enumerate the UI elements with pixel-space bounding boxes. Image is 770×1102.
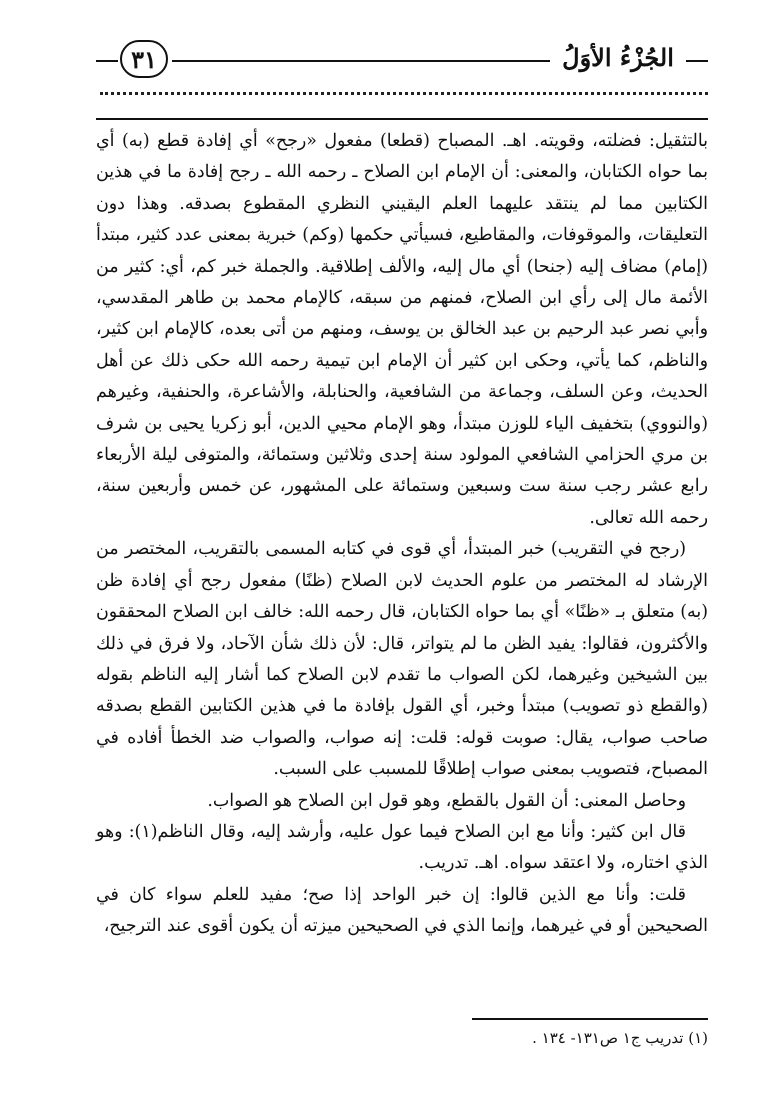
- paragraph-2: (رجح في التقريب) خبر المبتدأ، أي قوى في كتابه المسمى بالتقريب، المختصر من الإرشاد له المختصر من علوم الحديث لابن الصلاح (ظنًا) مفعول رجح أي إفادة ظن (به) متعلق بـ «ظنًا» أي بما حواه الكتابان، قال رحمه الله: خالف ابن الصلاح المحققون والأكثرون، فقالوا: يفيد الظن ما لم يتواتر، قال: لأن ذلك شأن الآحاد، ولا فرق في ذلك بين الشيخين وغيرهما، لكن الصواب ما تقدم لابن الصلاح كما أشار إليه الناظم بقوله (والقطع ذو تصويب) مبتدأ وخبر، أي القول بإفادة ما في هذين الكتابين القطع بصدقه صاحب صواب، يقال: صوبت قوله: قلت: إنه صواب، والصواب ضد الخطأ أفاده في المصباح، فتصويب بمعنى صواب إطلاقًا للمسبب على السبب.: [96, 539, 708, 780]
- main-text: [96, 126, 708, 943]
- header-dash-right: [686, 60, 708, 62]
- paragraph-3: وحاصل المعنى: أن القول بالقطع، وهو قول ابن الصلاح هو الصواب.: [207, 790, 686, 811]
- header-dash-left: [96, 60, 118, 62]
- paragraph-5: قلت: وأنا مع الذين قالوا: إن خبر الواحد إذا صح؛ مفيد للعلم سواء كان في الصحيحين أو في غيرهما، وإنما الذي في الصحيحين ميزته أن يكون أقوى عند الترجيح،: [96, 884, 708, 937]
- dotted-separator: [100, 92, 708, 95]
- paragraph-1: بالتثقيل: فضلته، وقويته. اهـ. المصباح (قطعا) مفعول «رجح» أي إفادة قطع (به) أي بما حواه الكتابان، والمعنى: أن الإمام ابن الصلاح ـ رحمه الله ـ رجح إفادة ما في هذين الكتابين مما لم ينتقد عليهما العلم اليقيني النظري المقطوع بصدقه. وهذا دون التعليقات، والموقوفات، والمقاطيع، فسيأتي حكمها (وكم) خبرية بمعنى عدد كثير، مبتدأ (إمام) مضاف إليه (جنحا) أي مال إليه، والألف إطلاقية. والجملة خبر كم، أي: كثير من الأئمة مال إلى رأي ابن الصلاح، فمنهم من سبقه، كالإمام محمد بن طاهر المقدسي، وأبي نصر عبد الرحيم بن عبد الخالق بن يوسف، ومنهم من أتى بعده، كالإمام ابن كثير، والناظم، كما يأتي، وحكى ابن كثير أن الإمام ابن تيمية رحمه الله حكى ذلك عن أهل الحديث، وعن السلف، وجماعة من الشافعية، والحنابلة، والأشاعرة، والحنفية، وغيرهم (والنووي) بتخفيف الياء للوزن مبتدأ، وهو الإمام محيي الدين، أبو زكريا يحيى بن شرف بن مري الحزامي الشافعي المولود سنة إحدى وثلاثين وستمائة، والمتوفى ليلة الأربعاء رابع عشر رجب سنة ست وسبعين وستمائة على المشهور، عن خمس وأربعين سنة، رحمه الله تعالى.: [96, 131, 708, 528]
- header-rule: [172, 60, 550, 62]
- paragraph-4: قال ابن كثير: وأنا مع ابن الصلاح فيما عول عليه، وأرشد إليه، وقال الناظم(١): وهو الذي اختاره، ولا اعتقد سواه. اهـ. تدريب.: [96, 821, 708, 874]
- body-top-rule: [96, 118, 708, 120]
- footnote: (١) تدريب ج١ ص١٣١- ١٣٤ .: [532, 1029, 708, 1047]
- page-header: [96, 38, 708, 78]
- page-number: ٣١: [120, 40, 168, 78]
- part-title: الجُزْءُ الأوَلُ: [562, 43, 674, 72]
- footnote-rule: [472, 1018, 708, 1020]
